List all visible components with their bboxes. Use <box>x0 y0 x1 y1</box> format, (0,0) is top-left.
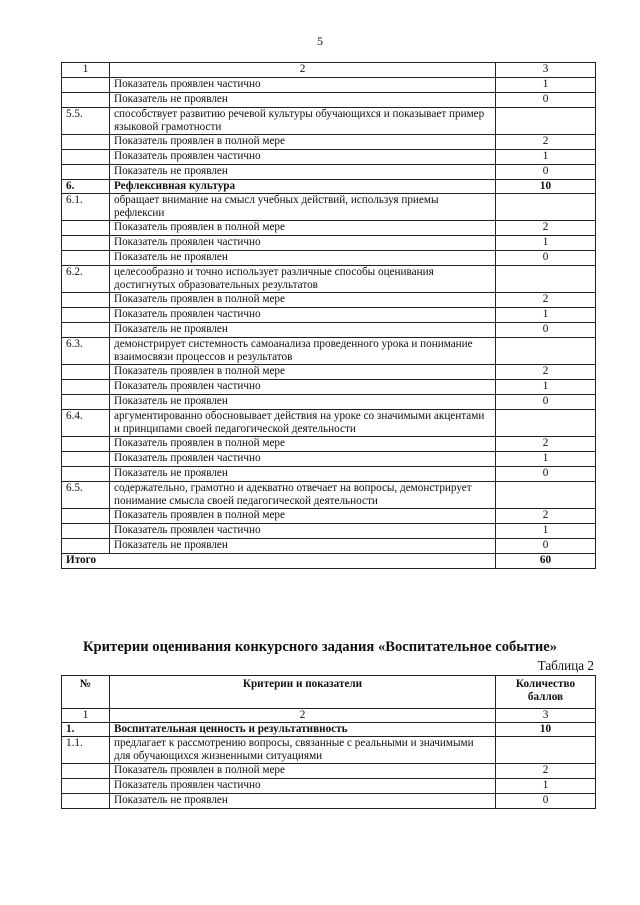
row-score: 0 <box>496 395 596 410</box>
row-text: Показатель проявлен частично <box>110 779 496 794</box>
header-cell-1: 1 <box>62 63 110 78</box>
total-row <box>62 554 596 569</box>
row-text: Показатель проявлен в полной мере <box>110 509 496 524</box>
row-text: предлагает к рассмотрению вопросы, связанные с реальными и значимыми для обучающихся жизненными ситуациями <box>110 737 496 764</box>
header-cell-3: 3 <box>496 63 596 78</box>
table-row <box>62 737 596 764</box>
table-row <box>62 452 596 467</box>
row-number: 6.1. <box>62 194 110 221</box>
row-number: 6.3. <box>62 338 110 365</box>
table-subheader-row <box>62 709 596 723</box>
row-score: 1 <box>496 380 596 395</box>
table-row <box>62 794 596 809</box>
row-number <box>62 380 110 395</box>
row-text: Показатель проявлен частично <box>110 452 496 467</box>
row-number <box>62 395 110 410</box>
row-score: 1 <box>496 150 596 165</box>
row-text: Показатель не проявлен <box>110 794 496 809</box>
row-text: Показатель проявлен в полной мере <box>110 221 496 236</box>
table-row <box>62 764 596 779</box>
table-row <box>62 779 596 794</box>
row-number <box>62 779 110 794</box>
row-text: Показатель проявлен в полной мере <box>110 293 496 308</box>
row-score: 10 <box>496 180 596 194</box>
row-number <box>62 308 110 323</box>
row-text: Показатель проявлен частично <box>110 308 496 323</box>
row-score: 0 <box>496 794 596 809</box>
row-text: Показатель не проявлен <box>110 323 496 338</box>
row-text: Показатель проявлен частично <box>110 150 496 165</box>
row-text: Рефлексивная культура <box>110 180 496 194</box>
table-row <box>62 194 596 221</box>
header-number: № <box>62 676 110 709</box>
subheader-cell-3: 3 <box>496 709 596 723</box>
row-number <box>62 467 110 482</box>
row-number <box>62 437 110 452</box>
row-text: Показатель не проявлен <box>110 395 496 410</box>
row-score: 0 <box>496 467 596 482</box>
row-score <box>496 108 596 135</box>
row-score: 0 <box>496 165 596 180</box>
row-text: содержательно, грамотно и адекватно отвечает на вопросы, демонстрирует понимание смысла своей педагогической деятельности <box>110 482 496 509</box>
row-number <box>62 135 110 150</box>
row-text: Показатель проявлен в полной мере <box>110 365 496 380</box>
row-score: 1 <box>496 452 596 467</box>
table-row <box>62 266 596 293</box>
table-row <box>62 323 596 338</box>
row-score <box>496 194 596 221</box>
total-label: Итого <box>62 554 496 569</box>
row-text: способствует развитию речевой культуры обучающихся и показывает пример языковой грамотности <box>110 108 496 135</box>
row-score: 2 <box>496 764 596 779</box>
row-score: 0 <box>496 323 596 338</box>
row-score <box>496 266 596 293</box>
row-text: Воспитательная ценность и результативность <box>110 723 496 737</box>
row-text: целесообразно и точно использует различные способы оценивания достигнутых образовательных результатов <box>110 266 496 293</box>
table-row <box>62 380 596 395</box>
table-row <box>62 293 596 308</box>
row-number <box>62 452 110 467</box>
row-score <box>496 737 596 764</box>
table-row <box>62 251 596 266</box>
row-text: Показатель не проявлен <box>110 93 496 108</box>
row-text: Показатель проявлен в полной мере <box>110 764 496 779</box>
row-number <box>62 323 110 338</box>
table-row <box>62 308 596 323</box>
total-score: 60 <box>496 554 596 569</box>
row-number <box>62 251 110 266</box>
table-row <box>62 338 596 365</box>
row-text: Показатель не проявлен <box>110 467 496 482</box>
header-cell-2: 2 <box>110 63 496 78</box>
table-row <box>62 150 596 165</box>
row-text: Показатель проявлен частично <box>110 78 496 93</box>
row-number: 1.1. <box>62 737 110 764</box>
row-number <box>62 150 110 165</box>
subheader-cell-1: 1 <box>62 709 110 723</box>
row-number <box>62 165 110 180</box>
row-score: 1 <box>496 308 596 323</box>
row-text: демонстрирует системность самоанализа проведенного урока и понимание взаимосвязи процессов и результатов <box>110 338 496 365</box>
table-caption: Таблица 2 <box>537 658 594 673</box>
row-score: 1 <box>496 78 596 93</box>
section-title: Критерии оценивания конкурсного задания «Воспитательное событие» <box>82 639 558 655</box>
criteria-table-1 <box>61 62 596 569</box>
row-number <box>62 764 110 779</box>
row-number <box>62 794 110 809</box>
table-row <box>62 410 596 437</box>
subheader-cell-2: 2 <box>110 709 496 723</box>
row-number <box>62 293 110 308</box>
table-row <box>62 221 596 236</box>
header-points: Количество баллов <box>496 676 596 709</box>
table-row <box>62 165 596 180</box>
row-score <box>496 410 596 437</box>
table-row <box>62 108 596 135</box>
row-text: Показатель проявлен в полной мере <box>110 135 496 150</box>
table-row <box>62 723 596 737</box>
row-number <box>62 509 110 524</box>
row-score: 0 <box>496 251 596 266</box>
row-number <box>62 78 110 93</box>
table-row <box>62 437 596 452</box>
row-score <box>496 482 596 509</box>
row-number <box>62 93 110 108</box>
criteria-table-2 <box>61 675 596 809</box>
row-number: 6. <box>62 180 110 194</box>
table-row <box>62 482 596 509</box>
row-score: 2 <box>496 509 596 524</box>
table-row <box>62 180 596 194</box>
table-row <box>62 135 596 150</box>
table-row <box>62 236 596 251</box>
row-number <box>62 524 110 539</box>
row-score: 10 <box>496 723 596 737</box>
row-score: 2 <box>496 365 596 380</box>
table-row <box>62 524 596 539</box>
row-score: 2 <box>496 221 596 236</box>
table-header-row <box>62 63 596 78</box>
row-number <box>62 365 110 380</box>
table-row <box>62 78 596 93</box>
row-text: обращает внимание на смысл учебных действий, используя приемы рефлексии <box>110 194 496 221</box>
row-text: Показатель проявлен в полной мере <box>110 437 496 452</box>
row-number: 6.2. <box>62 266 110 293</box>
row-text: аргументированно обосновывает действия на уроке со значимыми акцентами и принципами своей педагогической деятельности <box>110 410 496 437</box>
row-text: Показатель проявлен частично <box>110 380 496 395</box>
table-row <box>62 509 596 524</box>
table-row <box>62 365 596 380</box>
row-number <box>62 236 110 251</box>
row-text: Показатель проявлен частично <box>110 236 496 251</box>
table-row <box>62 467 596 482</box>
row-score: 1 <box>496 524 596 539</box>
row-score: 2 <box>496 293 596 308</box>
table-header-row <box>62 676 596 709</box>
table-row <box>62 395 596 410</box>
row-number <box>62 539 110 554</box>
row-number: 6.4. <box>62 410 110 437</box>
row-score: 1 <box>496 236 596 251</box>
table-row <box>62 93 596 108</box>
row-text: Показатель не проявлен <box>110 165 496 180</box>
header-criteria: Критерии и показатели <box>110 676 496 709</box>
row-text: Показатель проявлен частично <box>110 524 496 539</box>
row-score: 2 <box>496 135 596 150</box>
row-score: 0 <box>496 539 596 554</box>
table-row <box>62 539 596 554</box>
row-score: 1 <box>496 779 596 794</box>
page-number: 5 <box>317 34 323 48</box>
row-number: 6.5. <box>62 482 110 509</box>
row-number <box>62 221 110 236</box>
row-number: 1. <box>62 723 110 737</box>
row-text: Показатель не проявлен <box>110 539 496 554</box>
row-score <box>496 338 596 365</box>
row-score: 0 <box>496 93 596 108</box>
row-score: 2 <box>496 437 596 452</box>
row-text: Показатель не проявлен <box>110 251 496 266</box>
row-number: 5.5. <box>62 108 110 135</box>
